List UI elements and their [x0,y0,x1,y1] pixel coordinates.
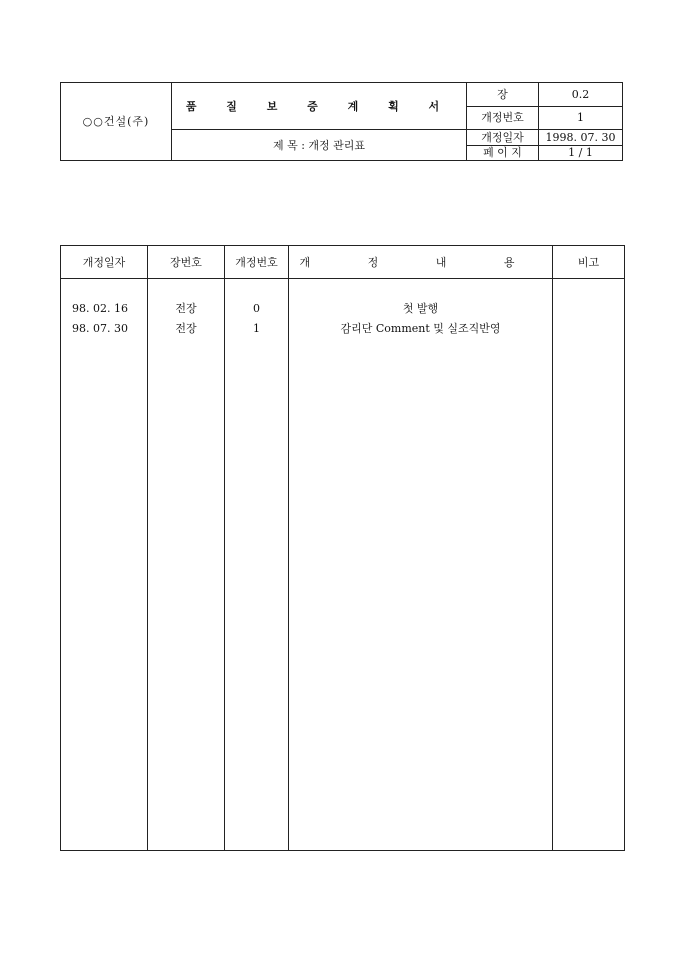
row-1-date: 98. 02. 16 [72,302,128,315]
row-2-chapter: 전장 [175,322,197,335]
revision-log-header-row [61,246,625,279]
chapter-column [148,279,225,851]
column-header-note: 비고 [553,246,625,279]
company-name: ○○건설(주) [61,83,172,161]
revision-number-label: 개정번호 [467,106,539,130]
page-label: 페 이 지 [467,145,539,161]
revision-date-label: 개정일자 [467,130,539,146]
revision-date-column [61,279,148,851]
row-2-content: 감리단 Comment 및 실조직반영 [340,322,501,335]
row-1-chapter: 전장 [175,302,197,315]
row-1-revision: 0 [253,302,260,315]
revision-date-value: 1998. 07. 30 [539,130,623,146]
document-header [60,82,623,161]
page-value: 1 / 1 [539,145,623,161]
chapter-value: 0.2 [539,83,623,107]
revision-log-body [61,279,625,851]
column-header-revision-number: 개정번호 [225,246,289,279]
document-subject: 제 목 : 개정 관리표 [172,130,467,161]
note-column [553,279,625,851]
row-2-revision: 1 [253,322,260,335]
row-1-content: 첫 발행 [402,302,439,315]
revision-log-table [60,245,625,851]
row-2-date: 98. 07. 30 [72,322,128,335]
column-header-chapter: 장번호 [148,246,225,279]
column-header-revision-content: 개 정 내 용 [289,246,553,279]
revision-number-value: 1 [539,106,623,130]
document-title: 품 질 보 증 계 획 서 [172,83,467,130]
revision-number-column [225,279,289,851]
chapter-label: 장 [467,83,539,107]
revision-content-column [289,279,553,851]
column-header-revision-date: 개정일자 [61,246,148,279]
